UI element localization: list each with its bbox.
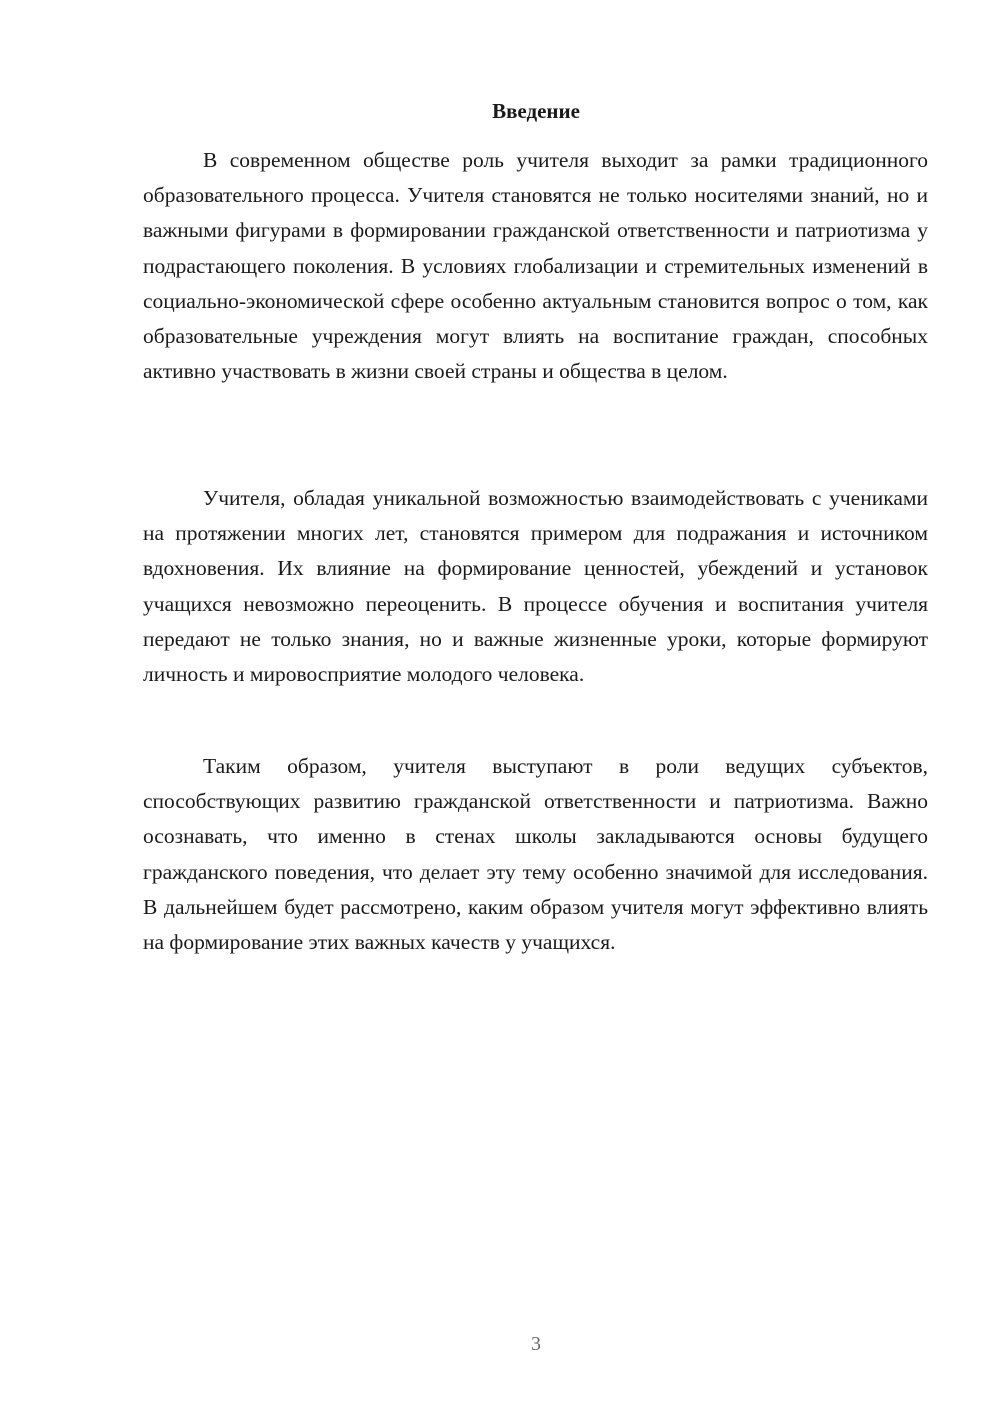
paragraph-conclusion: Таким образом, учителя выступают в роли ведущих субъектов, способствующих развитию гражданской ответственности и патриотизма. Важно осознавать, что именно в стенах школы закладываются основы будущего гражданского поведения, что делает эту тему особенно значимой для исследования. В дальнейшем будет рассмотрено, каким образом учителя могут эффективно влиять на формирование этих важных качеств у учащихся. xyxy=(143,754,928,955)
section-title: Введение xyxy=(492,99,580,123)
page-number: 3 xyxy=(531,1333,541,1355)
paragraph-teachers-influence: Учителя, обладая уникальной возможностью взаимодействовать с учениками на протяжении многих лет, становятся примером для подражания и источником вдохновения. Их влияние на формирование ценностей, убеждений и установок учащихся невозможно переоценить. В процессе обучения и воспитания учителя передают не только знания, но и важные жизненные уроки, которые формируют личность и мировосприятие молодого человека. xyxy=(143,486,928,687)
paragraph-intro: В современном обществе роль учителя выходит за рамки традиционного образовательного процесса. Учителя становятся не только носителями знаний, но и важными фигурами в формировании гражданской ответственности и патриотизма у подрастающего поколения. В условиях глобализации и стремительных изменений в социально-экономической сфере особенно актуальным становится вопрос о том, как образовательные учреждения могут влиять на воспитание граждан, способных активно участвовать в жизни своей страны и общества в целом. xyxy=(143,148,928,384)
